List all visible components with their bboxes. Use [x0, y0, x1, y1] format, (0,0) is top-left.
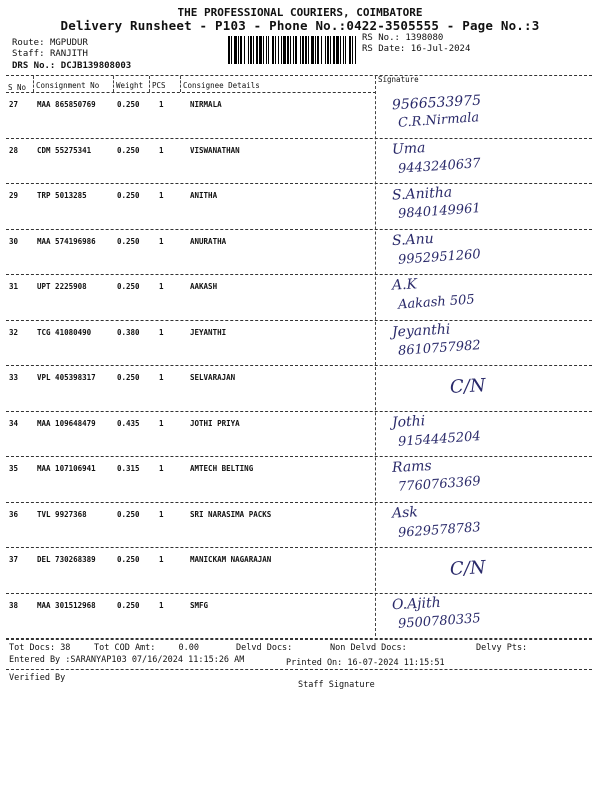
signature-text: C/N — [449, 557, 487, 580]
staff-signature: Staff Signature — [298, 680, 375, 690]
signature-phone: 9154445204 — [397, 428, 482, 450]
signature-text: C/N — [449, 375, 487, 398]
route-line — [12, 38, 88, 48]
row-consignee: AAKASH — [190, 282, 218, 291]
footer-rule — [6, 639, 592, 640]
row-separator — [6, 411, 592, 412]
row-weight: 0.250 — [117, 373, 140, 382]
staff-line — [12, 49, 88, 59]
signature-text: S.Anu — [391, 230, 435, 249]
tot-cod-label: Tot COD Amt: — [94, 643, 156, 653]
drs-label: DRS No.: — [12, 61, 56, 71]
row-consignee: AMTECH BELTING — [190, 464, 254, 473]
row-weight: 0.435 — [117, 418, 140, 428]
row-pcs: 1 — [159, 373, 164, 382]
rs-date-line — [362, 44, 470, 54]
signature-text: Rams — [391, 457, 433, 477]
signature-phone: C.R.Nirmala — [397, 110, 480, 131]
row-weight: 0.250 — [117, 555, 140, 564]
row-pcs: 1 — [159, 100, 164, 109]
row-consignee: JEYANTHI — [190, 327, 227, 337]
rs-no-label: RS No.: — [362, 33, 400, 43]
row-consignee: ANURATHA — [190, 236, 227, 246]
row-consignment-no: MAA 301512968 — [37, 600, 96, 610]
non-delvd-docs: Non Delvd Docs: — [330, 643, 407, 653]
col-signature: Signature — [378, 75, 419, 84]
company-name: THE PROFESSIONAL COURIERS, COIMBATORE — [177, 6, 423, 19]
signature-text: 9566533975 — [391, 92, 482, 114]
row-consignee: NIRMALA — [190, 100, 222, 109]
signature-text: Jothi — [391, 412, 426, 431]
row-separator — [6, 320, 592, 321]
route-label: Route: — [12, 38, 45, 48]
row-weight: 0.250 — [117, 282, 140, 291]
row-consignment-no: CDM 55275341 — [37, 145, 92, 155]
row-separator — [6, 547, 592, 548]
row-weight: 0.380 — [117, 327, 140, 337]
row-pcs: 1 — [159, 418, 164, 428]
row-separator — [6, 274, 592, 275]
verified-by: Verified By — [9, 673, 66, 683]
row-pcs: 1 — [159, 464, 164, 473]
row-separator — [6, 229, 592, 230]
row-sno: 35 — [9, 464, 19, 473]
row-sno: 32 — [9, 327, 19, 337]
row-consignment-no: VPL 405398317 — [37, 373, 96, 382]
signature-text: Uma — [391, 139, 426, 158]
header-bottom-rule — [6, 92, 376, 93]
row-sno: 36 — [9, 509, 19, 519]
signature-phone: Aakash 505 — [397, 292, 476, 313]
col-weight: Weight — [116, 81, 144, 90]
row-consignment-no: TCG 41080490 — [37, 327, 92, 337]
row-sno: 27 — [9, 100, 19, 109]
signature-text: O.Ajith — [391, 594, 442, 613]
row-consignee: ANITHA — [190, 191, 218, 200]
printed-on: Printed On: 16-07-2024 11:15:51 — [286, 658, 445, 668]
col-divider — [180, 76, 181, 92]
row-pcs: 1 — [159, 600, 164, 610]
entered-by: Entered By :SARANYAP103 07/16/2024 11:15:26 AM — [9, 655, 245, 665]
row-separator — [6, 183, 592, 184]
row-sno: 29 — [9, 191, 19, 200]
signature-text: A.K — [391, 276, 418, 294]
row-pcs: 1 — [159, 145, 164, 155]
signature-text: Jeyanthi — [391, 320, 451, 341]
signature-phone: 7760763369 — [397, 474, 482, 495]
drs-value: DCJB139808003 — [60, 61, 132, 71]
row-consignment-no: MAA 574196986 — [37, 236, 96, 246]
row-consignment-no: UPT 2225908 — [37, 282, 87, 291]
row-consignee: VISWANATHAN — [190, 145, 240, 155]
barcode-image — [228, 36, 356, 64]
row-weight: 0.250 — [117, 191, 140, 200]
row-sno: 30 — [9, 236, 19, 246]
row-weight: 0.250 — [117, 509, 140, 519]
signature-phone: 9443240637 — [397, 155, 482, 177]
signature-phone: 9629578783 — [397, 519, 482, 541]
row-sno: 38 — [9, 600, 19, 610]
rs-date-label: RS Date: — [362, 44, 406, 54]
col-divider — [33, 76, 34, 92]
row-pcs: 1 — [159, 509, 164, 519]
runsheet-title: Delivery Runsheet - P103 - Phone No.:0422-3505555 - Page No.:3 — [60, 18, 540, 33]
row-separator — [6, 138, 592, 139]
tot-cod — [94, 643, 199, 653]
staff-label: Staff: — [12, 49, 45, 59]
row-separator — [6, 502, 592, 503]
row-consignee: SELVARAJAN — [190, 373, 236, 382]
col-consignee: Consignee Details — [183, 81, 260, 90]
row-consignment-no: DEL 730268389 — [37, 555, 96, 564]
row-pcs: 1 — [159, 327, 164, 337]
signature-phone: 9952951260 — [397, 246, 482, 268]
signature-phone: 9500780335 — [397, 610, 482, 632]
row-pcs: 1 — [159, 236, 164, 246]
signature-text: Ask — [391, 503, 419, 522]
row-consignee: MANICKAM NAGARAJAN — [190, 555, 272, 564]
signature-text: S.Anitha — [391, 184, 453, 204]
row-weight: 0.250 — [117, 600, 140, 610]
row-pcs: 1 — [159, 555, 164, 564]
row-sno: 33 — [9, 373, 19, 382]
tot-docs — [9, 643, 70, 653]
delvd-docs: Delvd Docs: — [236, 643, 293, 653]
row-pcs: 1 — [159, 191, 164, 200]
table-top-rule — [6, 75, 592, 76]
row-sno: 34 — [9, 418, 19, 428]
tot-docs-value: 38 — [60, 643, 71, 653]
rs-no-line — [362, 33, 443, 43]
drs-line — [12, 61, 131, 71]
row-pcs: 1 — [159, 282, 164, 291]
tot-cod-value: 0.00 — [178, 643, 200, 653]
row-separator — [6, 365, 592, 366]
col-divider — [149, 76, 150, 92]
row-sno: 28 — [9, 145, 19, 155]
row-weight: 0.250 — [117, 100, 140, 109]
footer-bottom-rule — [6, 669, 592, 670]
row-consignment-no: TVL 9927368 — [37, 509, 87, 519]
signature-divider — [375, 76, 376, 636]
row-separator — [6, 593, 592, 594]
signature-phone: 9840149961 — [397, 201, 482, 222]
row-consignment-no: MAA 107106941 — [37, 464, 96, 473]
col-consignment: Consignment No — [36, 81, 100, 90]
row-weight: 0.315 — [117, 464, 140, 473]
col-pcs: PCS — [152, 81, 166, 90]
route-value: MGPUDUR — [49, 38, 88, 48]
row-sno: 31 — [9, 282, 19, 291]
row-consignment-no: MAA 865850769 — [37, 100, 96, 109]
rs-no-value: 1398080 — [405, 33, 444, 43]
row-separator — [6, 456, 592, 457]
row-weight: 0.250 — [117, 145, 140, 155]
row-consignee: JOTHI PRIYA — [190, 418, 240, 428]
staff-value: RANJITH — [49, 49, 88, 59]
row-consignee: SRI NARASIMA PACKS — [190, 509, 272, 519]
row-consignment-no: MAA 109648479 — [37, 418, 96, 428]
row-consignee: SMFG — [190, 600, 209, 610]
signature-phone: 8610757982 — [397, 337, 482, 359]
tot-docs-label: Tot Docs: — [9, 643, 56, 653]
col-divider — [113, 76, 114, 92]
delvy-pts: Delvy Pts: — [476, 643, 528, 653]
col-sno: S No — [8, 83, 27, 92]
row-consignment-no: TRP 5013285 — [37, 191, 87, 200]
row-weight: 0.250 — [117, 236, 140, 246]
row-sno: 37 — [9, 555, 19, 564]
rs-date-value: 16-Jul-2024 — [410, 44, 471, 54]
